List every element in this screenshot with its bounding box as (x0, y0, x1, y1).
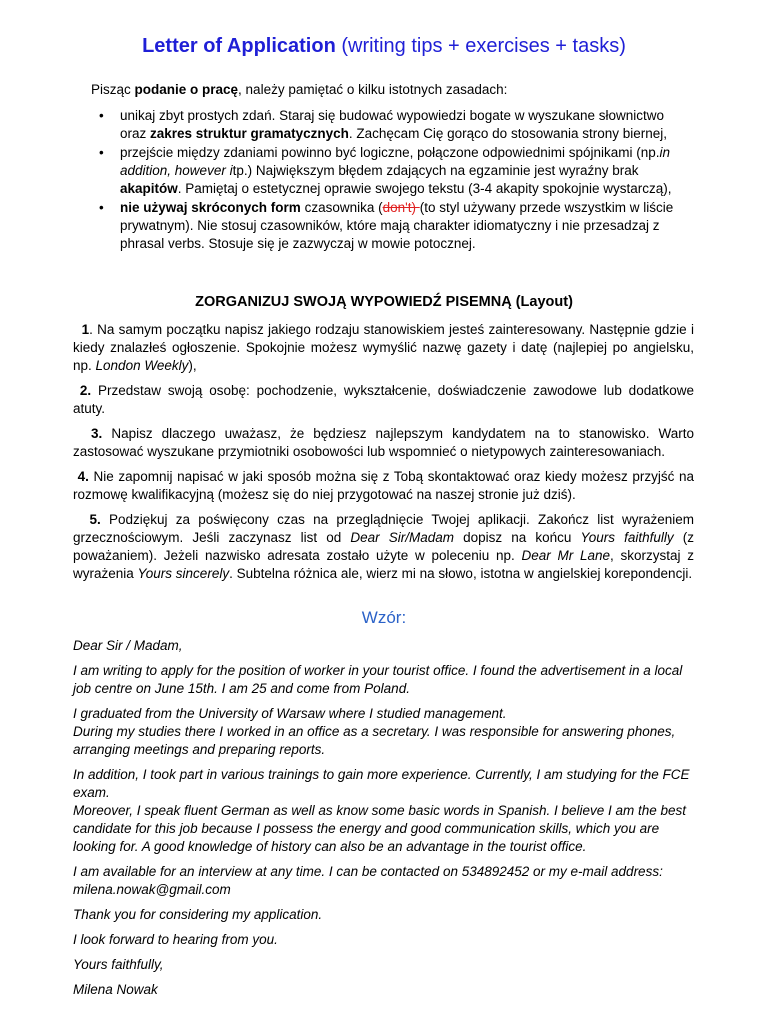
step-1 (73, 321, 694, 375)
step-number: 5. (89, 512, 101, 527)
title-bold: Letter of Application (142, 35, 336, 57)
tip-text: tp.) Największym błędem zdających na egzaminie jest wyraźny brak (232, 163, 639, 178)
example-heading: Wzór: (361, 608, 407, 627)
steps-section (73, 321, 694, 590)
step-italic: Yours faithfully (580, 530, 674, 545)
letter-signature: Milena Nowak (73, 982, 158, 997)
step-italic: Dear Mr Lane (521, 548, 611, 563)
tip-bold: zakres struktur gramatycznych (150, 126, 349, 141)
example-letter (73, 637, 694, 1006)
letter-line: During my studies there I worked in an office as a secretary. I was responsible for answering phones, arranging meetings and preparing reports. (73, 724, 676, 757)
tip-strikethrough: don't) (382, 200, 420, 215)
step-text: Napisz dlaczego uważasz, że będziesz najlepszym kandydatem na to stanowisko. Warto zastosować wyszukane przymiotniki osobowości lub wspomnieć o nietypowych zainteresowaniach. (73, 426, 694, 459)
bullet-icon: • (99, 108, 104, 123)
tip-text: (to styl używany przede wszystkim w liście prywatnym). Nie stosuj czasowników, które mają charakter idiomatyczny i nie przesadzaj z phrasal verbs. Stosuje się je zazwyczaj w mowie potocznej. (120, 200, 674, 251)
intro-bold: podanie o pracę (134, 82, 239, 97)
step-text: (z poważaniem). Jeżeli nazwisko adresata zostało użyte w poleceniu np. (73, 530, 694, 563)
bullet-icon: • (99, 200, 104, 215)
tip-text: przejście między zdaniami powinno być logiczne, połączone odpowiednimi spójnikami (np. (120, 145, 660, 160)
tip-italic: in addition, however i (120, 145, 671, 178)
intro-suffix: , należy pamiętać o kilku istotnych zasadach: (238, 82, 508, 97)
step-italic: Dear Sir/Madam (350, 530, 454, 545)
intro-prefix: Pisząc (91, 82, 135, 97)
page-title (0, 34, 768, 58)
tip-item (91, 107, 691, 143)
step-text: Podziękuj za poświęcony czas na przeglądnięcie Twojej aplikacji. Zakończ list wyrażeniem grzecznościowym. Jeśli zaczynasz list od (73, 512, 694, 545)
letter-greeting: Dear Sir / Madam, (73, 638, 183, 653)
step-2 (73, 382, 694, 418)
step-4 (73, 468, 694, 504)
letter-paragraph: I am available for an interview at any time. I can be contacted on 534892452 or my e-mail address: milena.nowak@gmail.com (73, 864, 663, 897)
step-3 (73, 425, 694, 461)
letter-closing: Yours faithfully, (73, 957, 164, 972)
step-number: 1 (81, 322, 90, 337)
tip-item (91, 144, 691, 198)
tip-text: . Pamiętaj o estetycznej oprawie swojego tekstu (3-4 akapity spokojnie wystarczą), (177, 181, 672, 196)
step-5 (73, 511, 694, 583)
letter-paragraph: I am writing to apply for the position of worker in your tourist office. I found the advertisement in a local job centre on June 15th. I am 25 and come from Poland. (73, 663, 683, 696)
step-number: 2. (79, 383, 92, 398)
letter-line: Moreover, I speak fluent German as well as know some basic words in Spanish. I believe I am the best candidate for this job because I possess the energy and good communication skills, which you are looking for. A good knowledge of history can also be an advantage in the tourist office. (73, 803, 687, 854)
layout-heading: ZORGANIZUJ SWOJĄ WYPOWIEDŹ PISEMNĄ (Layout) (195, 294, 573, 310)
step-italic: Yours sincerely (137, 566, 230, 581)
step-text: . Na samym początku napisz jakiego rodzaju stanowiskiem jesteś zainteresowany. Następnie gdzie i kiedy znalazłeś ogłoszenie. Spokojnie możesz wymyślić nazwę gazety i datę (najlepiej po angielsku, np. (73, 322, 694, 373)
step-text: . Subtelna różnica ale, wierz mi na słowo, istotna w angielskiej korepondencji. (229, 566, 693, 581)
tip-bold: nie używaj skróconych form (120, 200, 301, 215)
tips-list (91, 107, 691, 254)
step-text: ), (188, 358, 197, 373)
step-text: Przedstaw swoją osobę: pochodzenie, wykształcenie, doświadczenie zawodowe lub dodatkowe atuty. (73, 383, 694, 416)
letter-paragraph: I look forward to hearing from you. (73, 932, 278, 947)
letter-line: I graduated from the University of Warsaw where I studied management. (73, 706, 507, 721)
title-rest: (writing tips + exercises + tasks) (335, 35, 626, 57)
step-number: 4. (77, 469, 89, 484)
step-text: dopisz na końcu (454, 530, 581, 545)
letter-paragraph (73, 705, 694, 759)
tip-text: unikaj zbyt prostych zdań. Staraj się budować wypowiedzi bogate w wyszukane słownictwo oraz (120, 108, 665, 141)
step-italic: London Weekly (95, 358, 189, 373)
tip-bold: akapitów (120, 181, 178, 196)
tip-text: . Zachęcam Cię gorąco do stosowania strony biernej, (348, 126, 668, 141)
step-text: , skorzystaj z wyrażenia (73, 548, 694, 581)
letter-line: In addition, I took part in various trainings to gain more experience. Currently, I am studying for the FCE exam. (73, 767, 690, 800)
step-text: Nie zapomnij napisać w jaki sposób można się z Tobą skontaktować oraz kiedy możesz przyjść na rozmowę kwalifikacyjną (możesz się do niej przygotować na naszej stronie już dziś). (73, 469, 694, 502)
intro-paragraph (91, 81, 691, 99)
letter-paragraph (73, 766, 694, 856)
bullet-icon: • (99, 145, 104, 160)
step-number: 3. (91, 426, 103, 441)
tip-item (91, 199, 691, 253)
tip-text: czasownika ( (300, 200, 383, 215)
letter-paragraph: Thank you for considering my application. (73, 907, 323, 922)
